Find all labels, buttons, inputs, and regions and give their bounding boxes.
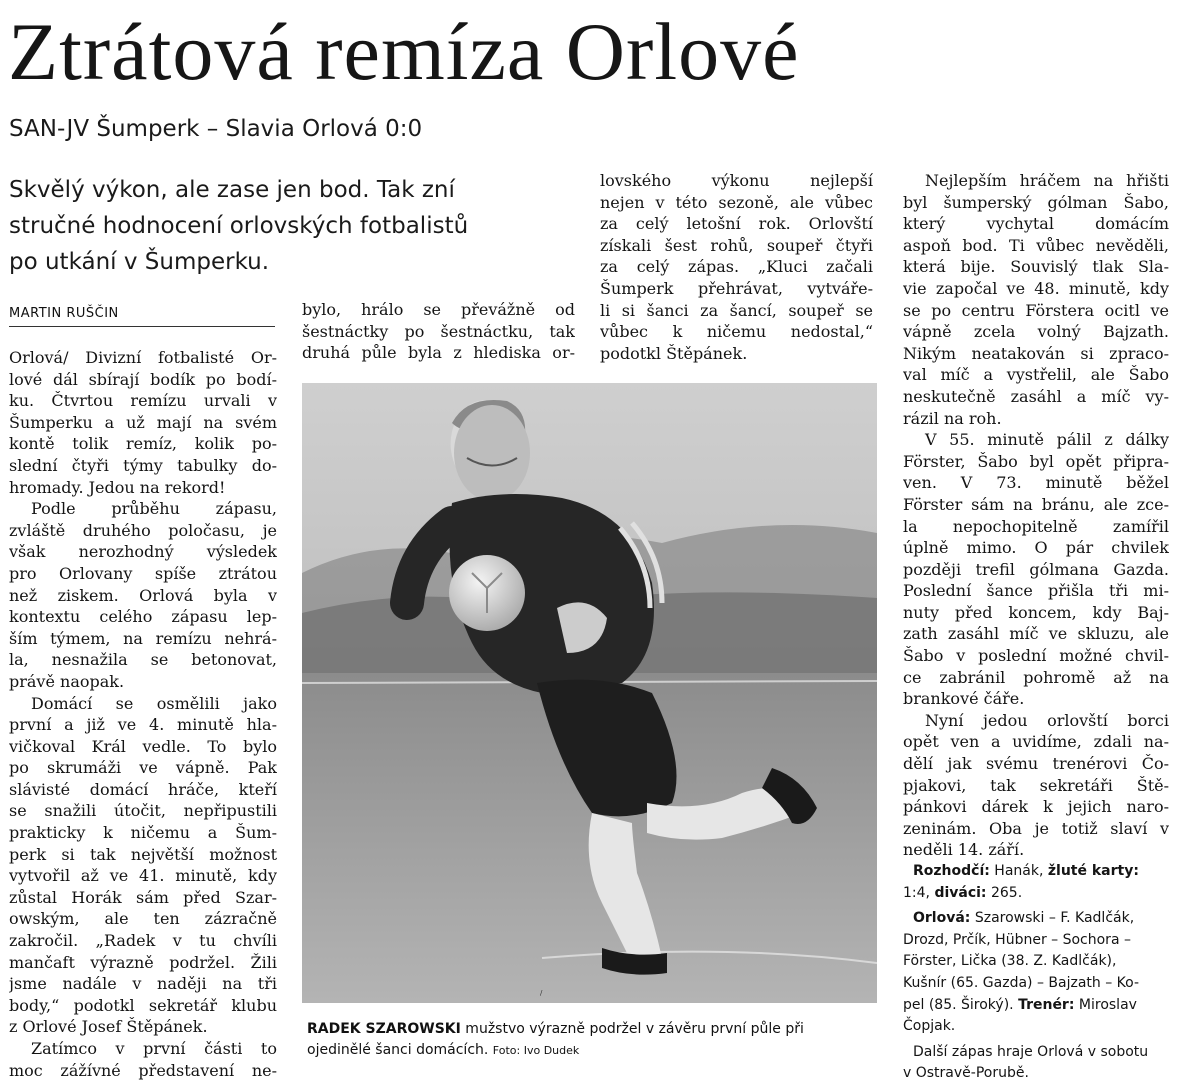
facts-cards-line (903, 883, 1169, 905)
coach-line: Čopjak. (903, 1018, 956, 1035)
caption-text: mužstvo výrazně podržel v závěru první půle při (460, 1021, 804, 1037)
text-line: ce zabránil pohromě až na (903, 667, 1169, 687)
photo-caption (307, 1019, 882, 1061)
caption-line (307, 1019, 882, 1040)
goalkeeper-photo (302, 383, 877, 1003)
text-line: dělí jak svému trenérovi Čo- (903, 754, 1169, 774)
text-line: Förster sám na bránu, ale zce- (903, 494, 1169, 514)
lead-line: stručné hodnocení orlovských fotbalistů (9, 213, 469, 239)
text-line: Podle průběhu zápasu, (31, 499, 277, 519)
text-line: mančaft výrazně podržel. Žili (9, 952, 277, 972)
text-line: se po centru Förstera ocitl ve (903, 300, 1169, 320)
text-line: vie započal ve 48. minutě, kdy (903, 278, 1169, 298)
article-column-4 (903, 170, 1169, 1085)
match-facts (903, 861, 1169, 1085)
text-line: la, nesnažila se betonovat, (9, 650, 277, 670)
text-line: Zatímco v první části to (31, 1039, 277, 1058)
text-line: Šabo v poslední možné chvil- (903, 646, 1169, 666)
lineup-label: Orlová: (913, 910, 971, 927)
text-line: Orlová/ Divizní fotbalisté Or- (9, 348, 277, 367)
facts-referee-line (903, 861, 1169, 883)
text-line: la nepochopitelně zamířil (903, 516, 1169, 536)
text-line: lovského výkonu nejlepší (600, 171, 873, 190)
text-line: kontextu celého zápasu lep- (9, 607, 277, 627)
text-line: prakticky k ničemu a Šum- (9, 823, 277, 843)
lead-paragraph (9, 172, 589, 280)
text-line: slávisté domácí hráče, kteří (9, 779, 277, 799)
article-column-1 (9, 347, 277, 1081)
text-line: právě naopak. (9, 671, 125, 691)
text-line: Šumperk přehrávat, vytváře- (600, 278, 873, 298)
text-line: zvláště druhého poločasu, je (9, 520, 277, 540)
text-line: body,“ podotkl sekretář klubu (9, 995, 277, 1015)
text-line: později trefil gólmana Gazda. (903, 559, 1169, 579)
coach-value: Miroslav (1074, 996, 1137, 1013)
text-line: neděli 14. září. (903, 840, 1025, 860)
text-line: rázil na roh. (903, 408, 1002, 428)
text-line: která bije. Souvislý tlak Sla- (903, 257, 1169, 277)
text-line: získali šest rohů, soupeř čtyři (600, 235, 873, 255)
text-line: Nejlepším hráčem na hřišti (925, 171, 1169, 190)
referee-value: Hanák, (989, 863, 1048, 879)
spectators-value: 265. (986, 884, 1023, 901)
text-line: opět ven a uvidíme, zdali na- (903, 732, 1169, 752)
cards-label: žluté karty: (1047, 863, 1139, 879)
subheadline: SAN-JV Šumperk – Slavia Orlová 0:0 (9, 116, 423, 142)
text-line: vápně zcela volný Bajzath. (903, 322, 1169, 342)
referee-label: Rozhodčí: (913, 863, 990, 879)
caption-text: ojedinělé šanci domácích. (307, 1042, 489, 1058)
lineup-text: pel (85. Široký). (903, 996, 1019, 1013)
text-line: Domácí se osmělili jako (31, 693, 277, 713)
text-line: za celý zápas. „Kluci začali (600, 257, 873, 277)
column-4-body (903, 170, 1169, 861)
text-line: první a již ve 4. minutě hla- (9, 715, 277, 735)
coach-label: Trenér: (1018, 996, 1075, 1013)
text-line: než ziskem. Orlová byla v (9, 585, 277, 605)
text-line: V 55. minutě pálil z dálky (925, 430, 1169, 450)
text-line: druhá půle byla z hlediska or- (302, 343, 575, 363)
headline: Ztrátová remíza Orlové (8, 6, 800, 97)
text-line: ším týmem, na remízu nehrá- (9, 628, 277, 648)
text-line: se snažili útočit, nepřipustili (9, 801, 277, 821)
text-line: vičkoval Král vedle. To bylo (9, 736, 277, 756)
text-line: z Orlové Josef Štěpánek. (9, 1017, 208, 1037)
text-line: zeninám. Oba je totiž slaví v (903, 818, 1169, 838)
text-line: šestnáctky po šestnáctku, tak (302, 321, 575, 341)
text-line: li si šanci za šancí, soupeř se (600, 300, 873, 320)
text-line: pro Orlovany spíše ztrátou (9, 563, 277, 583)
text-line: perk si tak největší možnost (9, 844, 277, 864)
text-line: kontě tolik remíz, kolik po- (9, 434, 277, 454)
lineup-line (903, 908, 1169, 930)
next-match-line: Další zápas hraje Orlová v sobotu (913, 1043, 1149, 1060)
text-line: Nikým neatakován si zpraco- (903, 343, 1169, 363)
text-line: úplně mimo. O pár chvilek (903, 538, 1169, 558)
text-line: moc zážívné představení ne- (9, 1060, 277, 1080)
text-line: však nerozhodný výsledek (9, 542, 277, 562)
photo-credit: Foto: Ivo Dudek (492, 1044, 580, 1057)
text-line: zakročil. „Radek v tu chvíli (9, 931, 277, 951)
text-line: vůbec k ničemu nedostal,“ (600, 322, 873, 342)
lineup-line: Förster, Lička (38. Z. Kadlčák), (903, 953, 1117, 970)
svg-text:/: / (540, 989, 543, 997)
text-line: owským, ale ten zázračně (9, 909, 277, 929)
text-line: který vychytal domácím (903, 214, 1169, 234)
text-line: jsme nadále v naději na tři (9, 974, 277, 994)
text-line: podotkl Štěpánek. (600, 343, 748, 363)
text-line: po skrumáži ve vápně. Pak (9, 758, 277, 778)
text-line: neskutečně zasáhl a míč vy- (903, 386, 1169, 406)
text-line: pjakovi, tak sekretáři Ště- (903, 775, 1169, 795)
text-line: hromady. Jedou na rekord! (9, 477, 226, 497)
text-line: Šumperku a už mají na svém (9, 412, 277, 432)
cards-value: 1:4, (903, 884, 935, 901)
text-line: brankové čáře. (903, 689, 1025, 709)
text-line: aspoň bod. Ti vůbec nevěděli, (903, 235, 1169, 255)
text-line: ven. V 73. minutě běžel (903, 473, 1169, 493)
text-line: lové dál sbírají bodík po bodí- (9, 369, 277, 389)
caption-line (307, 1040, 882, 1061)
article-column-2 (302, 299, 575, 364)
author-byline: MARTIN RUŠČIN (9, 305, 275, 327)
spectators-label: diváci: (934, 884, 987, 901)
text-line: slední čtyři týmy tabulky do- (9, 455, 277, 475)
lineup-line (903, 995, 1169, 1017)
text-line: zath zasáhl míč ve skluzu, ale (903, 624, 1169, 644)
next-match-line: v Ostravě-Porubě. (903, 1065, 1029, 1082)
text-line: val míč a vystřelil, ale Šabo (903, 365, 1169, 385)
text-line: vytvořil až ve 41. minutě, kdy (9, 866, 277, 886)
article-column-3 (600, 170, 873, 364)
lead-line: po utkání v Šumperku. (9, 249, 270, 275)
text-line: ku. Čtvrtou remízu urvali v (9, 391, 277, 411)
text-line: nejen v této sezoně, ale vůbec (600, 192, 873, 212)
lineup-line: Kušnír (65. Gazda) – Bajzath – Ko- (903, 974, 1140, 991)
text-line: pánkovi dárek k jejich naro- (903, 797, 1169, 817)
caption-name: RADEK SZAROWSKI (307, 1021, 461, 1037)
text-line: za celý letošní rok. Orlovští (600, 214, 873, 234)
match-photo (302, 383, 877, 1003)
text-line: byl šumperský gólman Šabo, (903, 192, 1169, 212)
lineup-line: Drozd, Prčík, Hübner – Sochora – (903, 931, 1131, 948)
lineup-text: Szarowski – F. Kadlčák, (970, 910, 1135, 927)
text-line: nuty před koncem, kdy Baj- (903, 602, 1169, 622)
text-line: bylo, hrálo se převážně od (302, 300, 575, 319)
lead-line: Skvělý výkon, ale zase jen bod. Tak zní (9, 177, 455, 203)
text-line: Nyní jedou orlovští borci (925, 710, 1169, 730)
text-line: Förster, Šabo byl opět připra- (903, 451, 1169, 471)
text-line: Poslední šance přišla tři mi- (903, 581, 1169, 601)
text-line: zůstal Horák sám před Szar- (9, 887, 277, 907)
